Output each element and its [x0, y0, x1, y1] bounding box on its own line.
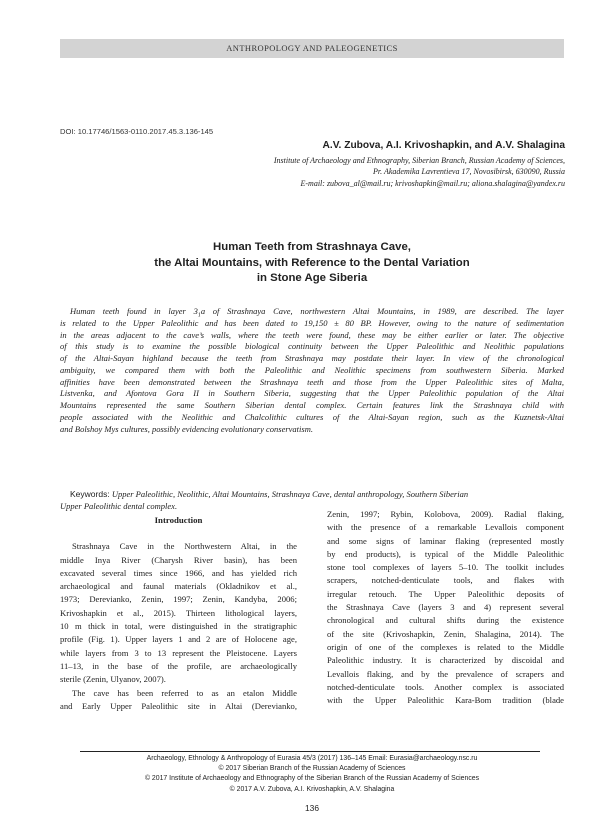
title-line: the Altai Mountains, with Reference to the Dental Variation: [154, 256, 470, 269]
article-title: [60, 240, 564, 287]
body-line: Zenin, 1997; Rybin, Kolobova, 2009). Radial flaking,: [327, 509, 564, 519]
body-line: origin of one of the complexes is related to the Middle: [327, 641, 564, 652]
doi[interactable]: DOI: 10.17746/1563-0110.2017.45.3.136-145: [60, 127, 214, 136]
body-line: and some signs of laminar flaking (represented mostly: [327, 535, 564, 546]
body-line: the Strashnaya Cave (layers 3 and 4) represent several: [327, 602, 564, 613]
abstract-line: [60, 306, 564, 318]
body-line: archaeological and faunal materials (Okladnikov et al.,: [60, 581, 297, 592]
body-line: stone tool complexes of layers 5–10. The toolkit includes: [327, 562, 564, 573]
body-line: scrapers, notched-denticulate tools, and flakes with: [327, 575, 564, 586]
abstract-line: is related to the Upper Paleolithic and has been dated to 19,150 ± 80 BP. However, owing to the nature of sedimentation: [60, 317, 564, 328]
affiliation-line: Institute of Archaeology and Ethnography, Siberian Branch, Russian Academy of Sciences,: [273, 156, 565, 165]
body-line: middle Inya River (Charysh River basin), has been: [60, 554, 297, 565]
abstract-line: ambiguity, we compared them with both the Paleolithic and Neolithic specimens from southwestern Siberia. Marked: [60, 364, 564, 375]
footer-divider: [80, 751, 540, 752]
footer-copyright: © 2017 A.V. Zubova, A.I. Krivoshapkin, A.V. Shalagina: [229, 785, 395, 793]
abstract-line: and Bolshoy Mys cultures, possibly evidencing evolutionary conservatism.: [60, 423, 313, 434]
body-line: sterile (Zenin, Ulyanov, 2007).: [60, 674, 166, 685]
affiliation-email[interactable]: E-mail: zubova_al@mail.ru; krivoshapkin@mail.ru; aliona.shalagina@yandex.ru: [300, 178, 565, 188]
abstract-line: Listvenka, and Afontova Gora II in Southern Siberia, suggesting that the Upper Paleolithic population of the Altai: [60, 388, 564, 399]
footer-journal-line: Archaeology, Ethnology & Anthropology of Eurasia 45/3 (2017) 136–145 Email: Eurasia@archaeology.nsc.ru: [146, 755, 478, 762]
title-line: in Stone Age Siberia: [256, 272, 368, 284]
abstract-line: people associated with the Neolithic and Chalcolithic cultures of the Altai-Sayan region, such as the Kuznetsk-Altai: [60, 411, 564, 422]
keywords-line: Upper Paleolithic dental complex.: [60, 500, 178, 511]
abstract-line: of this study is to examine the possible biological continuity between the Upper Paleolithic and Neolithic populations: [60, 341, 564, 352]
body-line: The cave has been referred to as an etalon Middle: [72, 687, 297, 698]
page-number: 136: [305, 803, 319, 813]
authors: A.V. Zubova, A.I. Krivoshapkin, and A.V. Shalagina: [322, 140, 565, 151]
body-line: Levallois flaking, and by the prevalence of scrapers and: [327, 668, 564, 679]
body-line: Strashnaya Cave in the Northwestern Altai, in the: [72, 541, 297, 552]
body-line: profile (Fig. 1). Upper layers 1 and 2 are of Holocene age,: [60, 634, 297, 645]
body-line: by end products), is typical of the Middle Paleolithic: [327, 548, 564, 559]
body-line: 11–13, in the base of the profile, are archaeologically: [60, 660, 297, 671]
body-line: notched-denticulate tools. Another complex is associated: [327, 681, 564, 692]
layer-subscript: 1: [197, 312, 201, 319]
footer-copyright: © 2017 Siberian Branch of the Russian Academy of Sciences: [218, 765, 406, 773]
keywords-label: Keywords:: [70, 489, 110, 499]
body-line: chronological and cultural shifts during the existence: [327, 615, 564, 626]
abstract-line: of the Altai-Sayan highland because the teeth from Strashnaya may postdate their layer. In view of the chronological: [60, 353, 564, 363]
abstract-text: Human teeth found in layer 3: [70, 306, 198, 316]
abstract: [60, 306, 564, 435]
body-line: Krivoshapkin et al., 2015). Thirteen lithological layers,: [60, 607, 297, 618]
body-line: 10 m thick in total, were distinguished in the stratigraphic: [60, 621, 297, 632]
section-heading-introduction: Introduction: [154, 515, 203, 525]
abstract-line: in the areas adjacent to the cave’s walls, where the teeth were found, these may be either earlier or later. The objective: [60, 329, 564, 340]
affiliation-line: Pr. Akademika Lavrentieva 17, Novosibirsk, 630090, Russia: [373, 167, 565, 177]
body-line: Paleolithic industry. It is characterized by discoidal and: [327, 655, 564, 666]
journal-section-banner: ANTHROPOLOGY AND PALEOGENETICS: [60, 39, 564, 58]
title-line: Human Teeth from Strashnaya Cave,: [213, 241, 411, 253]
body-line: excavated several times since 1966, and has yielded rich: [60, 567, 297, 578]
affiliation: [115, 155, 565, 189]
abstract-text: a of Strashnaya Cave, northwestern Altai Mountains, in 1989, are described. The layer: [200, 306, 565, 316]
keywords-text: Upper Paleolithic, Neolithic, Altai Mountains, Strashnaya Cave, dental anthropology, Southern Siberian: [111, 489, 469, 499]
body-line: 1973; Derevianko, Zenin, 1997; Zenin, Kandyba, 2006;: [60, 594, 297, 605]
abstract-line: Mountains represented the same Southern Siberian dental complex. Certain features link the Strashnaya child with: [60, 400, 564, 410]
body-line: with the Upper Paleolithic Kara-Bom tradition (blade: [327, 695, 564, 706]
left-column: [60, 508, 297, 713]
body-line: and Early Upper Paleolithic site in Altai (Derevianko,: [60, 700, 297, 711]
body-line: while layers from 3 to 13 represent the Pleistocene. Layers: [60, 647, 297, 658]
keywords-line: [60, 489, 564, 501]
body-line: of the site (Krivoshapkin, Zenin, Shalagina, 2014). The: [327, 628, 564, 639]
right-column: [327, 508, 564, 707]
footer-copyright: © 2017 Institute of Archaeology and Ethnography of the Siberian Branch of the Russian Academy of Sciences: [144, 775, 480, 783]
abstract-line: affinities have been demonstrated between the Strashnaya teeth and those from the Upper Paleolithic sites of Malta,: [60, 376, 564, 387]
body-line: with the presence of a remarkable Levallois component: [327, 522, 564, 533]
body-line: irregular retouch. The Upper Paleolithic deposits of: [327, 588, 564, 599]
footer: [60, 754, 564, 795]
